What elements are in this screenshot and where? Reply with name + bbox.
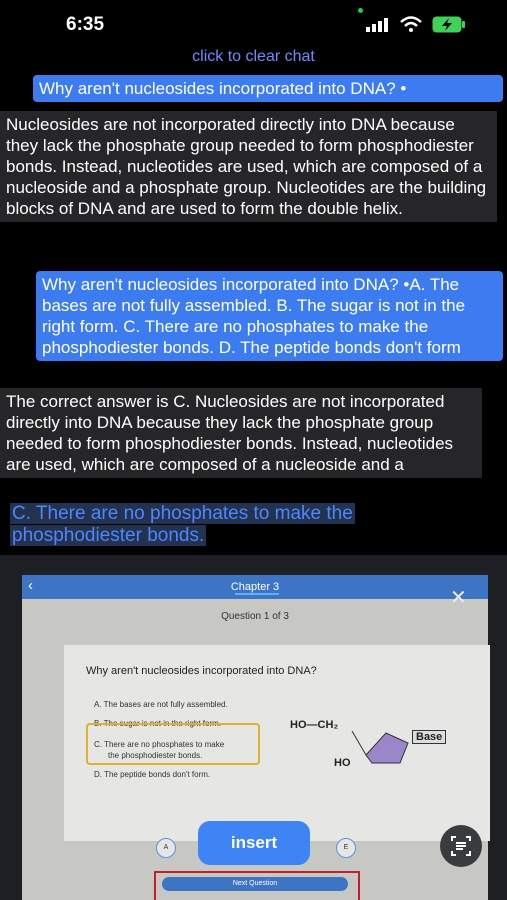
option-d: D. The peptide bonds don't form. bbox=[94, 770, 211, 779]
answer-circle-e: E bbox=[336, 838, 356, 858]
user-message-1: Why aren't nucleosides incorporated into DNA? • bbox=[33, 75, 503, 102]
question-text: Why aren't nucleosides incorporated into DNA? bbox=[86, 665, 317, 677]
chapter-underline bbox=[235, 593, 279, 595]
question-counter: Question 1 of 3 bbox=[221, 611, 289, 622]
scan-text-icon bbox=[440, 825, 482, 867]
option-c-line1: C. There are no phosphates to make bbox=[94, 740, 225, 749]
back-chevron-icon: ‹ bbox=[28, 577, 33, 594]
highlighted-answer bbox=[10, 503, 430, 547]
user-message-2: Why aren't nucleosides incorporated into DNA? •A. The bases are not fully assembled. B. The sugar is not in the right form. C. There are no phosphates to make the phosphodiester bonds. D. The peptide bonds don't form bbox=[36, 271, 503, 361]
option-a: A. The bases are not fully assembled. bbox=[94, 700, 228, 709]
next-question-button: Next Question bbox=[162, 877, 348, 891]
bot-message-2: The correct answer is C. Nucleosides are not incorporated directly into DNA because they lack the phosphate group needed to form phosphodiester bonds. Instead, nucleotides are used, which are composed of a nucleoside and a bbox=[0, 388, 482, 478]
battery-charging-icon bbox=[432, 16, 466, 33]
chem-ho-label: HO bbox=[334, 757, 351, 769]
wifi-icon bbox=[400, 16, 422, 32]
camera-preview bbox=[0, 555, 507, 900]
chapter-title: Chapter 3 bbox=[230, 581, 280, 593]
chem-base-label: Base bbox=[412, 730, 446, 744]
status-time: 6:35 bbox=[66, 14, 105, 35]
bot-message-1: Nucleosides are not incorporated directly into DNA because they lack the phosphate group needed to form phosphodiester bonds. Instead, nucleotides are used, which are composed of a nucleoside and a phosphate group. Nucleotides are the building blocks of DNA and are used to form the double helix. bbox=[0, 111, 497, 222]
chapter-bar bbox=[22, 575, 488, 599]
close-icon[interactable]: ✕ bbox=[450, 587, 467, 609]
chem-hoch2-label: HO—CH₂ bbox=[290, 719, 339, 731]
clear-chat-link[interactable]: click to clear chat bbox=[192, 48, 315, 65]
option-b: B. The sugar is not in the right form. bbox=[94, 719, 222, 728]
option-c-line2: the phosphodiester bonds. bbox=[108, 751, 203, 760]
privacy-indicator bbox=[358, 8, 363, 13]
status-bar bbox=[0, 0, 507, 48]
question-card bbox=[64, 645, 490, 841]
insert-button[interactable]: insert bbox=[198, 821, 310, 865]
scan-text-button[interactable] bbox=[440, 825, 482, 867]
cellular-signal-icon bbox=[366, 18, 392, 32]
answer-circle-a: A bbox=[156, 838, 176, 858]
ribose-ring-diagram bbox=[346, 729, 416, 769]
highlighted-answer-text: C. There are no phosphates to make the phosphodiester bonds. bbox=[12, 503, 353, 546]
